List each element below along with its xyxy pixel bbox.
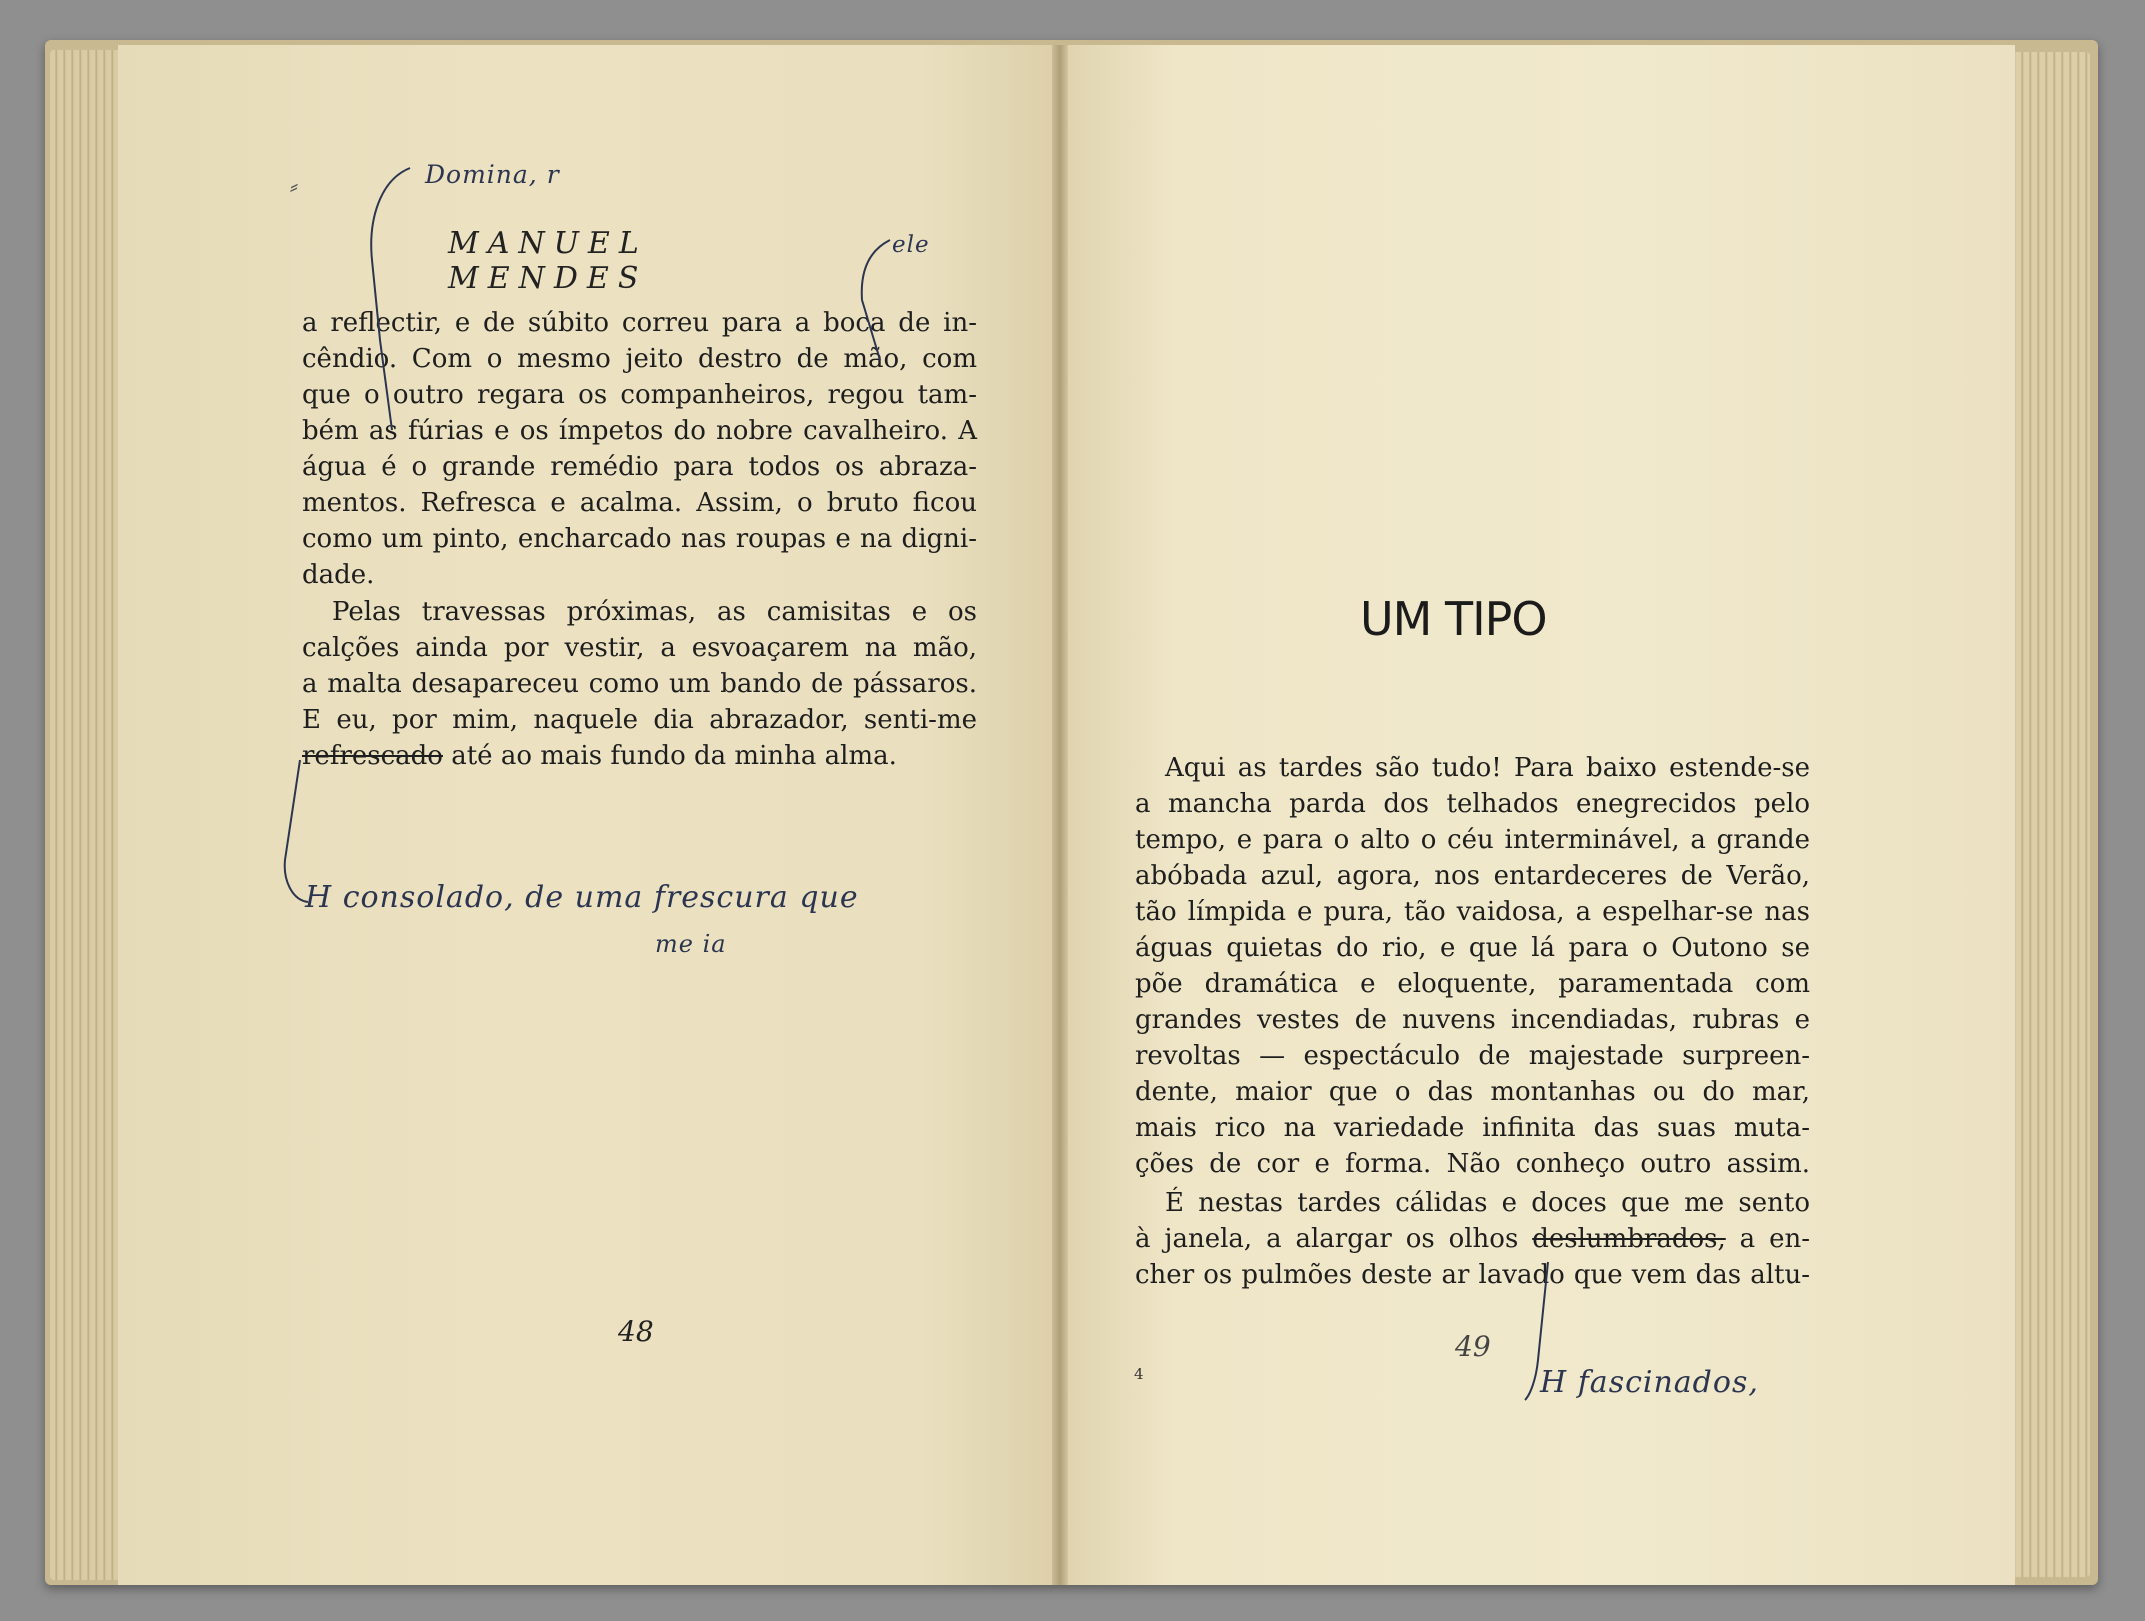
text-line: Pelas travessas próximas, as camisitas e os	[332, 597, 977, 627]
line-rest: até ao mais fundo da minha alma.	[442, 741, 897, 771]
text-line: dente, maior que o das montanhas ou do mar,	[1135, 1077, 1810, 1107]
annotation-domina: Domina, r	[425, 160, 560, 189]
text-line: que o outro regara os companheiros, regou tam-	[302, 380, 977, 410]
text-line: água é o grande remédio para todos os abraza-	[302, 452, 977, 482]
text-line: mais rico na variedade infinita das suas muta-	[1135, 1113, 1810, 1143]
text-line: ções de cor e forma. Não conheço outro assim.	[1135, 1149, 1810, 1179]
text-line: bém as fúrias e os ímpetos do nobre cavalheiro. A	[302, 416, 977, 446]
text-line: revoltas — espectáculo de majestade surpreen-	[1135, 1041, 1810, 1071]
text-line: É nestas tardes cálidas e doces que me sento	[1165, 1188, 1810, 1218]
text-line: mentos. Refresca e acalma. Assim, o bruto ficou	[302, 488, 977, 518]
text-line: dade.	[302, 560, 375, 590]
struck-word: deslumbrados,	[1532, 1224, 1726, 1254]
text-line: Aqui as tardes são tudo! Para baixo estende-se	[1165, 753, 1810, 783]
running-head: MANUEL MENDES	[448, 226, 648, 296]
text-line: a malta desapareceu como um bando de pássaros.	[302, 669, 977, 699]
text-line: tão límpida e pura, tão vaidosa, a espelhar-se nas	[1135, 897, 1810, 927]
annotation-consolado: H consolado, de uma frescura que	[305, 880, 859, 915]
annotation-fascinados: H fascinados,	[1540, 1365, 1759, 1400]
text-line: calções ainda por vestir, a esvoaçarem na mão,	[302, 633, 977, 663]
chapter-title: UM TIPO	[1360, 592, 1547, 646]
page-number-right: 49	[1455, 1330, 1491, 1363]
struck-word: refrescado	[302, 741, 443, 771]
text-line: cher os pulmões deste ar lavado que vem das altu-	[1135, 1260, 1810, 1290]
text-line: a reflectir, e de súbito correu para a boca de in-	[302, 308, 977, 338]
signature-mark: 4	[1134, 1365, 1144, 1383]
annotation-me-ia: me ia	[655, 930, 727, 958]
text-line: abóbada azul, agora, nos entardeceres de Verão,	[1135, 861, 1810, 891]
text-line: a mancha parda dos telhados enegrecidos pelo	[1135, 789, 1810, 819]
text-line: põe dramática e eloquente, paramentada com	[1135, 969, 1810, 999]
bracket-line-right	[1525, 1262, 1548, 1400]
line-start: à janela, a alargar os olhos	[1135, 1224, 1533, 1254]
annotation-top-mark: ⸗	[290, 172, 299, 200]
text-line: tempo, e para o alto o céu interminável, a grande	[1135, 825, 1810, 855]
text-line: como um pinto, encharcado nas roupas e na digni-	[302, 524, 977, 554]
line-end: a en-	[1725, 1224, 1810, 1254]
page-number-left: 48	[618, 1315, 654, 1348]
text-line: E eu, por mim, naquele dia abrazador, senti-me	[302, 705, 977, 735]
text-line: águas quietas do rio, e que lá para o Outono se	[1135, 933, 1810, 963]
bracket-line-left-margin	[371, 168, 410, 430]
text-line: grandes vestes de nuvens incendiadas, rubras e	[1135, 1005, 1810, 1035]
bracket-line-left-lower	[285, 760, 308, 902]
text-line: cêndio. Com o mesmo jeito destro de mão, com	[302, 344, 977, 374]
bracket-line-ele	[862, 240, 890, 360]
annotation-ele: ele	[892, 232, 930, 258]
